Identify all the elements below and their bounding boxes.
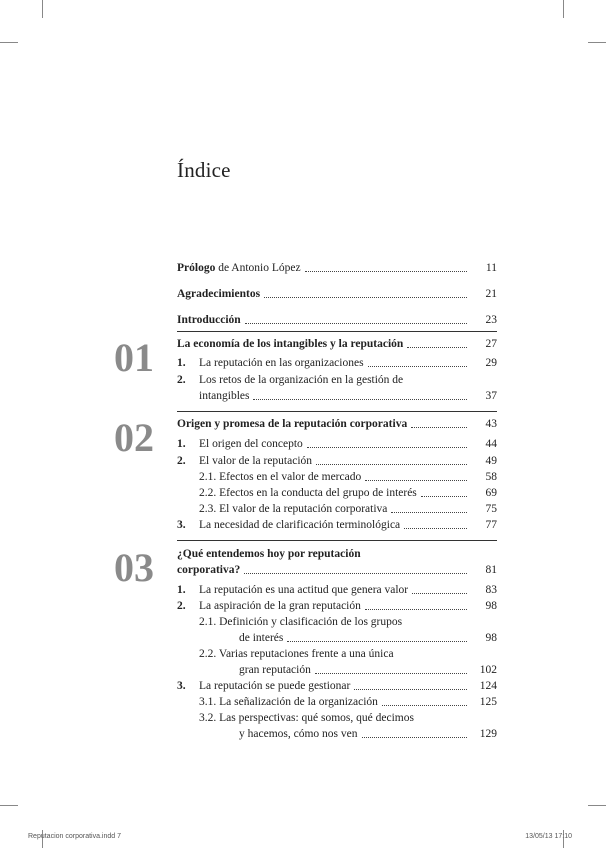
toc-entry-introduccion[interactable] <box>177 311 497 327</box>
leader-dots <box>305 271 467 272</box>
chapter-heading-text: ¿Qué entendemos hoy por reputación <box>177 548 361 560</box>
toc-page-number: 11 <box>485 262 497 274</box>
toc-page-number: 44 <box>485 438 497 450</box>
toc-item-continuation[interactable] <box>177 387 497 403</box>
toc-subitem[interactable] <box>177 613 497 629</box>
chapter-rule <box>177 331 497 332</box>
chapter-heading[interactable] <box>177 335 497 351</box>
leader-dots <box>421 496 467 497</box>
toc-page-number: 29 <box>485 357 497 369</box>
toc-item[interactable] <box>177 597 497 613</box>
toc-page-number: 98 <box>485 600 497 612</box>
toc-page-number: 23 <box>485 314 497 326</box>
item-text: 2.1. Efectos en el valor de mercado <box>199 471 362 483</box>
leader-dots <box>391 512 467 513</box>
leader-dots <box>245 323 467 324</box>
toc-subitem[interactable] <box>177 468 497 484</box>
crop-mark <box>0 805 18 806</box>
toc-entry-text: Agradecimientos <box>177 288 261 300</box>
chapter-number: 03 <box>114 545 154 590</box>
toc-page-number: 124 <box>479 680 497 692</box>
toc-entry-text: Prólogo de Antonio López <box>177 262 301 274</box>
item-text: gran reputación <box>239 664 311 676</box>
item-text: de interés <box>239 632 284 644</box>
leader-dots <box>315 673 467 674</box>
item-text: 2.2. Varias reputaciones frente a una única <box>199 648 394 660</box>
leader-dots <box>365 609 467 610</box>
toc-item[interactable] <box>177 581 497 597</box>
toc-entry-agradecimientos[interactable] <box>177 285 497 301</box>
chapter-number: 02 <box>114 415 154 460</box>
item-text: 2.3. El valor de la reputación corporativa <box>199 503 388 515</box>
leader-dots <box>264 297 467 298</box>
crop-mark <box>588 42 606 43</box>
leader-dots <box>316 464 467 465</box>
footer-slug-left: Reputacion corporativa.indd 7 <box>28 833 122 840</box>
toc-page-number: 43 <box>485 418 497 430</box>
toc-subitem-continuation[interactable] <box>177 725 497 741</box>
item-text: La reputación es una actitud que genera valor <box>199 584 409 596</box>
toc-page-number: 77 <box>485 519 497 531</box>
item-number: 2. <box>177 374 186 386</box>
toc-subitem[interactable] <box>177 693 497 709</box>
toc-subitem-continuation[interactable] <box>177 629 497 645</box>
page-title: Índice <box>177 158 231 182</box>
item-text: intangibles <box>199 390 250 402</box>
toc-entry-text: Introducción <box>177 314 241 326</box>
toc-page-number: 125 <box>479 696 497 708</box>
toc-subitem[interactable] <box>177 484 497 500</box>
item-text: 3.1. La señalización de la organización <box>199 696 378 708</box>
chapter-heading-text: La economía de los intangibles y la reputación <box>177 338 404 350</box>
leader-dots <box>244 573 467 574</box>
item-text: La reputación en las organizaciones <box>199 357 364 369</box>
toc-subitem[interactable] <box>177 500 497 516</box>
chapter-heading-continuation[interactable] <box>177 561 497 577</box>
leader-dots <box>368 366 467 367</box>
toc-page-number: 21 <box>485 288 497 300</box>
chapter-rule <box>177 540 497 541</box>
leader-dots <box>411 427 467 428</box>
crop-mark <box>0 42 18 43</box>
leader-dots <box>365 480 467 481</box>
footer-slug-right: 13/05/13 17:10 <box>525 833 572 840</box>
crop-mark <box>42 0 43 18</box>
chapter-number: 01 <box>114 335 154 380</box>
chapter-rule <box>177 411 497 412</box>
item-number: 1. <box>177 584 186 596</box>
item-text: y hacemos, cómo nos ven <box>239 728 358 740</box>
toc-page-number: 83 <box>485 584 497 596</box>
item-text: La aspiración de la gran reputación <box>199 600 361 612</box>
leader-dots <box>362 737 468 738</box>
toc-page-number: 27 <box>485 338 497 350</box>
chapter-heading[interactable] <box>177 415 497 431</box>
toc-page-number: 98 <box>485 632 497 644</box>
toc-page-number: 37 <box>485 390 497 402</box>
leader-dots <box>412 593 467 594</box>
toc-entry-prologo[interactable] <box>177 259 497 275</box>
toc-page-number: 75 <box>485 503 497 515</box>
toc-item[interactable] <box>177 371 497 387</box>
leader-dots <box>307 447 467 448</box>
toc-page-number: 69 <box>485 487 497 499</box>
toc-item[interactable] <box>177 435 497 451</box>
item-number: 2. <box>177 600 186 612</box>
item-text: El origen del concepto <box>199 438 303 450</box>
item-text: 2.1. Definición y clasificación de los grupos <box>199 616 403 628</box>
leader-dots <box>382 705 467 706</box>
toc-item[interactable] <box>177 677 497 693</box>
toc-page-number: 129 <box>479 728 497 740</box>
item-text: La reputación se puede gestionar <box>199 680 351 692</box>
item-number: 1. <box>177 438 186 450</box>
leader-dots <box>287 641 467 642</box>
item-text: 3.2. Las perspectivas: qué somos, qué decimos <box>199 712 414 724</box>
leader-dots <box>354 689 467 690</box>
item-text: El valor de la reputación <box>199 455 313 467</box>
item-text: 2.2. Efectos en la conducta del grupo de interés <box>199 487 417 499</box>
item-number: 3. <box>177 519 186 531</box>
item-text: La necesidad de clarificación terminológica <box>199 519 401 531</box>
toc-subitem-continuation[interactable] <box>177 661 497 677</box>
toc-page-number: 49 <box>485 455 497 467</box>
crop-mark <box>588 805 606 806</box>
leader-dots <box>407 347 467 348</box>
chapter-heading-text: Origen y promesa de la reputación corporativa <box>177 418 408 430</box>
toc-page-number: 58 <box>485 471 497 483</box>
toc-item[interactable] <box>177 354 497 370</box>
chapter-heading-text: corporativa? <box>177 564 241 576</box>
item-number: 1. <box>177 357 186 369</box>
toc-item[interactable] <box>177 516 497 532</box>
toc-page-number: 102 <box>479 664 497 676</box>
leader-dots <box>404 528 467 529</box>
toc-item[interactable] <box>177 452 497 468</box>
toc-subitem[interactable] <box>177 709 497 725</box>
leader-dots <box>253 399 467 400</box>
item-text: Los retos de la organización en la gestión de <box>199 374 404 386</box>
item-number: 3. <box>177 680 186 692</box>
toc-page-number: 81 <box>485 564 497 576</box>
chapter-heading[interactable] <box>177 545 497 561</box>
crop-mark <box>563 0 564 18</box>
toc-subitem[interactable] <box>177 645 497 661</box>
item-number: 2. <box>177 455 186 467</box>
